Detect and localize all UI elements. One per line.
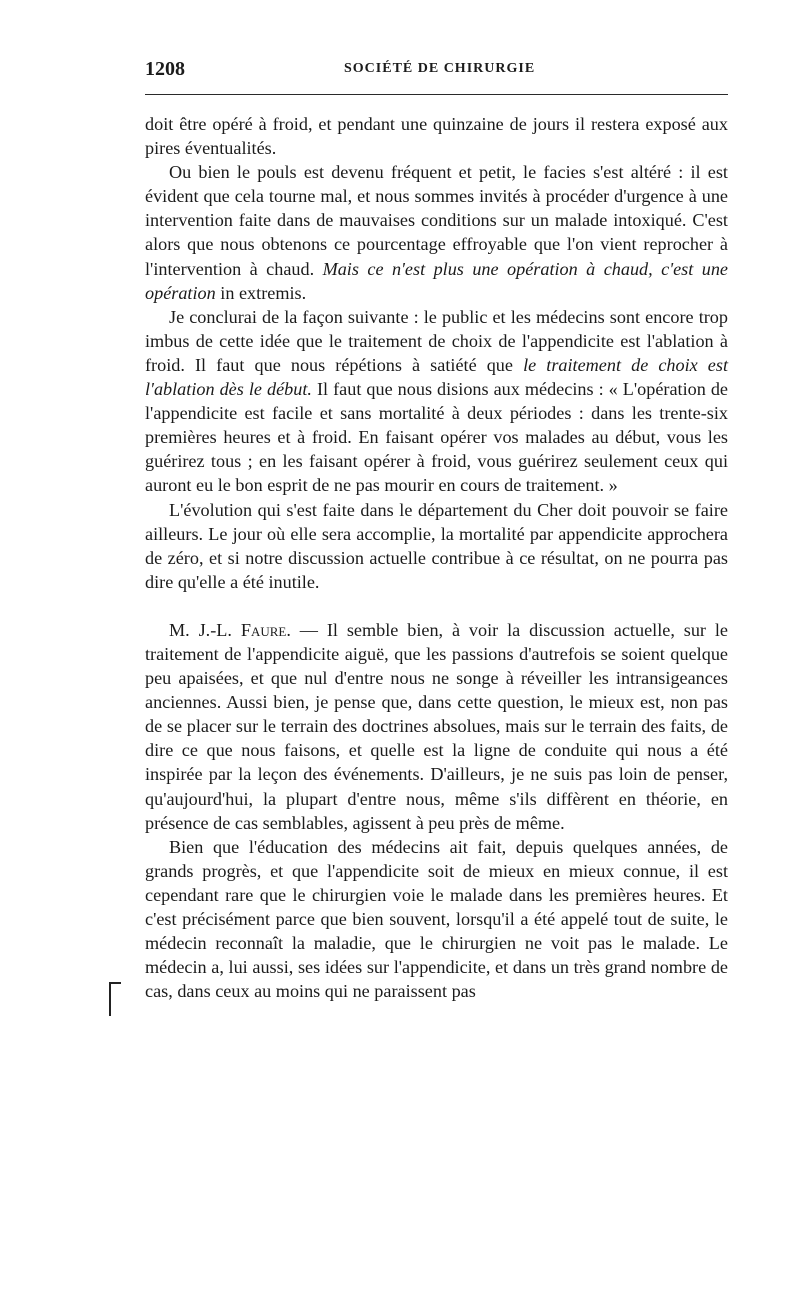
paragraph-4 xyxy=(145,498,728,594)
paragraph-1-text: doit être opéré à froid, et pendant une quinzaine de jours il restera exposé aux pires éventualités. xyxy=(145,114,728,159)
paragraph-2 xyxy=(145,160,728,305)
speaker-prefix: M. J.-L. xyxy=(169,619,241,640)
paragraph-1 xyxy=(145,112,728,160)
paragraph-3-italic: le traitement de choix est l'ablation dès le début. xyxy=(145,354,729,400)
header-rule xyxy=(145,94,728,95)
paragraph-2-text: Ou bien le pouls est devenu fréquent et petit, le facies s'est altéré : il est évident que cela tourne mal, et nous sommes invités à procéder d'urgence à une intervention faite dans de mauvaises conditions sur un malade intoxiqué. C'est alors que nous obtenons ce pourcentage effroyable que l'on vient reprocher à l'intervention à chaud. xyxy=(145,162,728,279)
margin-bracket-mark xyxy=(109,982,121,1016)
body-text xyxy=(145,112,728,1003)
paragraph-6-text: Bien que l'éducation des médecins ait fait, depuis quelques années, de grands progrès, et que l'appendicite soit de mieux en mieux connue, il est cependant rare que le chirurgien voie le malade dans les premières heures. Et c'est précisément parce que bien souvent, lorsqu'il a été appelé tout de suite, le médecin reconnaît la maladie, que le chirurgien ne voit pas le malade. Le médecin a, lui aussi, ses idées sur l'appendicite, et dans un très grand nombre de cas, dans ceux au moins qui ne paraissent pas xyxy=(145,836,728,1002)
paragraph-3-text: Je conclurai de la façon suivante : le public et les médecins sont encore trop imbus de cette idée que le traitement de choix de l'appendicite est l'ablation à froid. Il faut que nous répétions à satiété que xyxy=(145,306,728,375)
paragraph-2-italic: Mais ce n'est plus une opération à chaud, c'est une opération xyxy=(145,258,728,303)
paragraph-5 xyxy=(145,618,728,835)
paragraph-6 xyxy=(145,835,728,1004)
paragraph-3 xyxy=(145,305,728,498)
running-title: SOCIÉTÉ DE CHIRURGIE xyxy=(344,61,536,76)
paragraph-4-text: L'évolution qui s'est faite dans le département du Cher doit pouvoir se faire ailleurs. Le jour où elle sera accomplie, la mortalité par appendicite approchera de zéro, et si notre discussion actuelle contribue à ce résultat, on ne pourra pas dire qu'elle a été inutile. xyxy=(145,499,728,592)
paragraph-3-after: Il faut que nous disions aux médecins : « L'opération de l'appendicite est facile et sans mortalité à deux périodes : dans les trente-six premières heures et à froid. En faisant opérer vos malades au début, vous les guérirez tous ; en les faisant opérer à froid, vous guérirez seulement ceux qui auront eu le bon esprit de ne pas mourir en cours de traitement. » xyxy=(145,379,728,496)
page-number: 1208 xyxy=(145,58,185,80)
paragraph-5-text: . — Il semble bien, à voir la discussion actuelle, sur le traitement de l'appendicite aiguë, que les passions d'autrefois se soient quelque peu apaisées, et que nul d'entre nous ne songe à réveiller les intransigeances anciennes. Aussi bien, je pense que, dans cette question, le mieux est, non pas de se placer sur le terrain des doctrines absolues, mais sur le terrain des faits, de dire ce que nous faisons, et quelle est la ligne de conduite qui nous a été inspirée par la leçon des événements. D'ailleurs, je ne suis pas loin de penser, qu'aujourd'hui, la plupart d'entre nous, même s'ils diffèrent en théorie, en présence de cas semblables, agissent à peu près de même. xyxy=(145,619,728,833)
paragraph-2-after: in extremis. xyxy=(215,282,307,303)
speaker-name: Faure xyxy=(240,619,287,640)
